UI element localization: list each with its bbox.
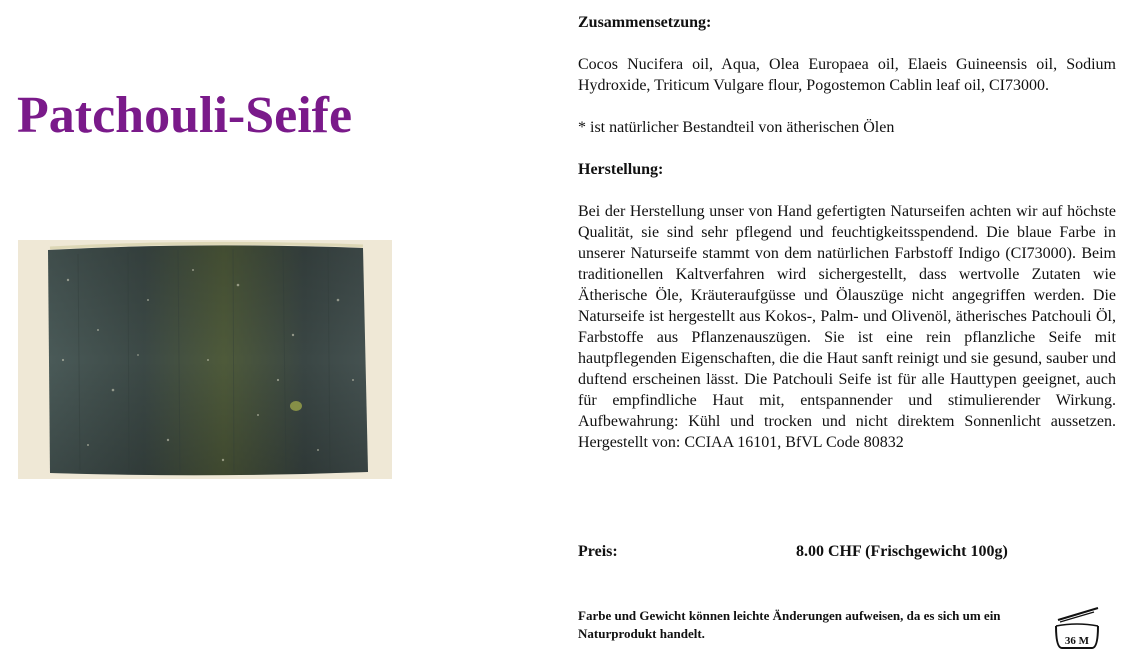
manufacturing-heading: Herstellung: — [578, 161, 664, 178]
product-details — [578, 12, 1116, 453]
variation-note: Farbe und Gewicht können leichte Änderungen aufweisen, da es sich um ein Naturprodukt handelt. — [578, 608, 1001, 641]
product-title: Patchouli-Seife — [17, 87, 353, 144]
soap-bar-picture — [18, 240, 392, 479]
composition-text: Cocos Nucifera oil, Aqua, Olea Europaea oil, Elaeis Guineensis oil, Sodium Hydroxide, Triticum Vulgare flour, Pogostemon Cablin leaf oil, CI73000. — [578, 56, 1116, 94]
pao-symbol — [1052, 606, 1102, 652]
footnote-text: * ist natürlicher Bestandteil von ätherischen Ölen — [578, 119, 895, 136]
pao-label: 36 M — [1064, 635, 1090, 647]
price-value: 8.00 CHF (Frischgewicht 100g) — [796, 543, 1008, 560]
price-row — [578, 543, 1116, 565]
composition-heading: Zusammensetzung: — [578, 14, 712, 31]
soap-image — [18, 240, 392, 479]
open-jar-icon — [1052, 606, 1102, 652]
manufacturing-text: Bei der Herstellung unser von Hand gefertigten Naturseifen achten wir auf höchste Qualität, sie sind sehr pflegend und feuchtigkeitsspendend. Die blaue Farbe in unserer Naturseife stammt von dem natürlichen Farbstoff Indigo (CI73000). Beim traditionellen Kaltverfahren wird sichergestellt, dass wertvolle Zutaten wie Ätherische Öle, Kräuteraufgüsse und Ölauszüge nicht angegriffen werden. Die Naturseife ist hergestellt aus Kokos-, Palm- und Olivenöl, ätherisches Patchouli Öl, Farbstoffe aus Pflanzenauszügen. Sie ist eine rein pflanzliche Seife mit hautpflegenden Eigenschaften, die die Haut sanft reinigt und sie gesund, sauber und duftend erscheinen lässt. Die Patchouli Seife ist für alle Hauttypen geeignet, auch für empfindliche Haut mit, entspannender und stimulierender Wirkung. Aufbewahrung: Kühl und trocken und nicht direktem Sonnenlicht aussetzen. Hergestellt von: CCIAA 16101, BfVL Code 80832 — [578, 203, 1116, 451]
price-label: Preis: — [578, 543, 618, 560]
